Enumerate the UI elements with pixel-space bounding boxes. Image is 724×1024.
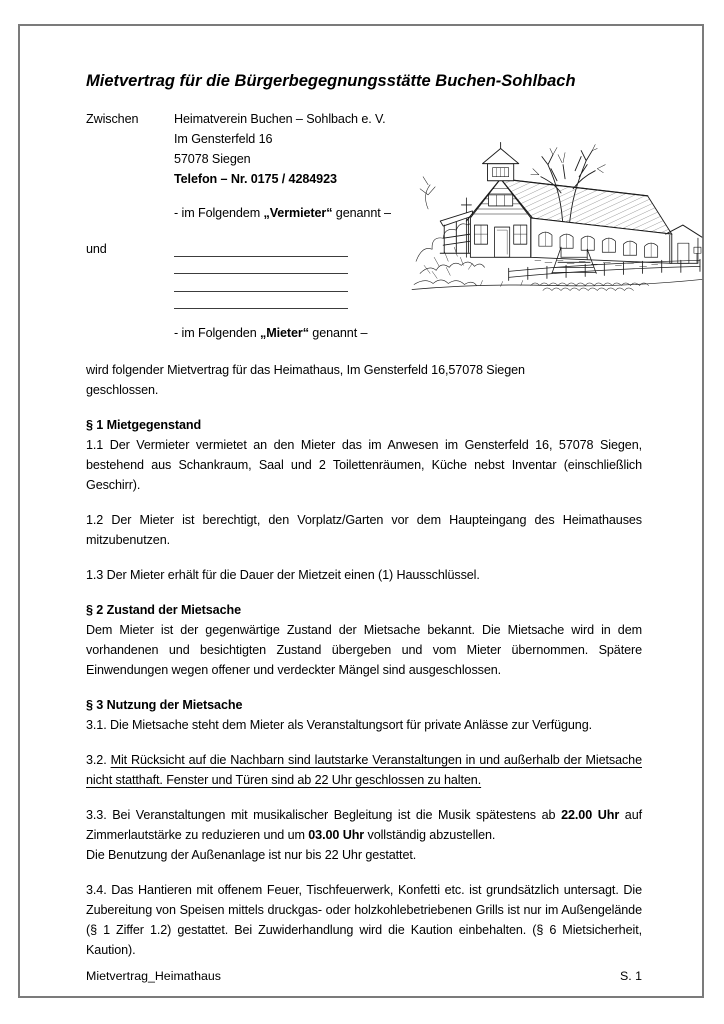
landlord-street: Im Gensterfeld 16 [174, 132, 273, 146]
vermieter-term: „Vermieter“ [263, 206, 333, 220]
landlord-phone: Telefon – Nr. 0175 / 4284923 [174, 172, 337, 186]
document-content [20, 26, 702, 960]
mieter-clause [174, 323, 642, 343]
section-2-heading: § 2 Zustand der Mietsache [86, 603, 241, 617]
mieter-clause-suffix: genannt – [308, 326, 368, 340]
page-footer [86, 968, 642, 984]
clause-3-2-rule: Mit Rücksicht auf die Nachbarn sind lautstarke Veranstaltungen in und außerhalb der Mietsache nicht statthaft. Fenster und Türen sind ab 22 Uhr geschlossen zu halten. [86, 753, 642, 787]
tenant-blank-line [174, 239, 348, 257]
tenant-blank-line [174, 274, 348, 292]
tenant-blank-line [174, 292, 348, 310]
section-1-heading: § 1 Mietgegenstand [86, 418, 202, 432]
landlord-block [86, 109, 642, 223]
section-3-heading: § 3 Nutzung der Mietsache [86, 698, 243, 712]
clause-3-3-line2: Die Benutzung der Außenanlage ist nur bis 22 Uhr gestattet. [86, 848, 417, 862]
clause-3-4: 3.4. Das Hantieren mit offenem Feuer, Tischfeuerwerk, Konfetti etc. ist grundsätzlich untersagt. Die Zubereitung von Speisen mittels druckgas- oder holzkohlebetriebenen Grills ist nur im Außengelände (§ 1 Ziffer 1.2) gestattet. Bei Zuwiderhandlung wird die Kaution einbehalten. (§ 6 Mietsicherheit, Kaution). [86, 883, 642, 957]
clause-1-3: 1.3 Der Mieter erhält für die Dauer der Mietzeit einen (1) Hausschlüssel. [86, 568, 480, 582]
clause-3-3-part3: vollständig abzustellen. [364, 828, 496, 842]
clause-3-2 [86, 750, 642, 790]
vermieter-clause [174, 203, 642, 223]
clause-1-1: 1.1 Der Vermieter vermietet an den Mieter das im Anwesen im Gensterfeld 16, 57078 Siegen, bestehend aus Schankraum, Saal und 2 Toilettenräumen, Küche nebst Inventar (einschließlich Geschirr). [86, 438, 642, 492]
mieter-term: „Mieter“ [260, 326, 309, 340]
footer-page-number: S. 1 [619, 969, 642, 983]
between-label: Zwischen [86, 112, 139, 126]
clause-3-1: 3.1. Die Mietsache steht dem Mieter als Veranstaltungsort für private Anlässe zur Verfügung. [86, 718, 593, 732]
clause-1-2: 1.2 Der Mieter ist berechtigt, den Vorplatz/Garten vor dem Haupteingang des Heimathauses mitzubenutzen. [86, 513, 642, 547]
clause-3-3-part2: auf Zimmerlautstärke zu reduzieren und um [86, 808, 642, 842]
clause-3-3-time2: 03.00 Uhr [308, 828, 365, 842]
document-title: Mietvertrag für die Bürgerbegegnungsstätte Buchen-Sohlbach [86, 72, 576, 90]
section-2-body: Dem Mieter ist der gegenwärtige Zustand der Mietsache bekannt. Die Mietsache wird in dem vorhandenen und besichtigten Zustand übergeben und vom Mieter übernommen. Spätere Einwendungen wegen offener und verdeckter Mängel sind ausgeschlossen. [86, 623, 642, 677]
clause-3-3-time1: 22.00 Uhr [561, 808, 620, 822]
footer-doc-name: Mietvertrag_Heimathaus [86, 969, 221, 983]
clause-3-3 [86, 805, 642, 865]
mieter-clause-prefix: - im Folgenden [174, 326, 260, 340]
tenant-block [86, 239, 642, 343]
landlord-name: Heimatverein Buchen – Sohlbach e. V. [174, 112, 386, 126]
and-label: und [86, 242, 107, 256]
clause-3-3-part1: 3.3. Bei Veranstaltungen mit musikalischer Begleitung ist die Musik spätestens ab [86, 808, 562, 822]
document-page [18, 24, 704, 998]
vermieter-clause-prefix: - im Folgendem [174, 206, 264, 220]
clause-3-2-number: 3.2. [86, 753, 111, 767]
intro-paragraph: wird folgender Mietvertrag für das Heimathaus, Im Gensterfeld 16,57078 Siegen geschlossen. [86, 363, 525, 397]
vermieter-clause-suffix: genannt – [332, 206, 391, 220]
tenant-blank-line [174, 257, 348, 275]
landlord-city: 57078 Siegen [174, 152, 251, 166]
